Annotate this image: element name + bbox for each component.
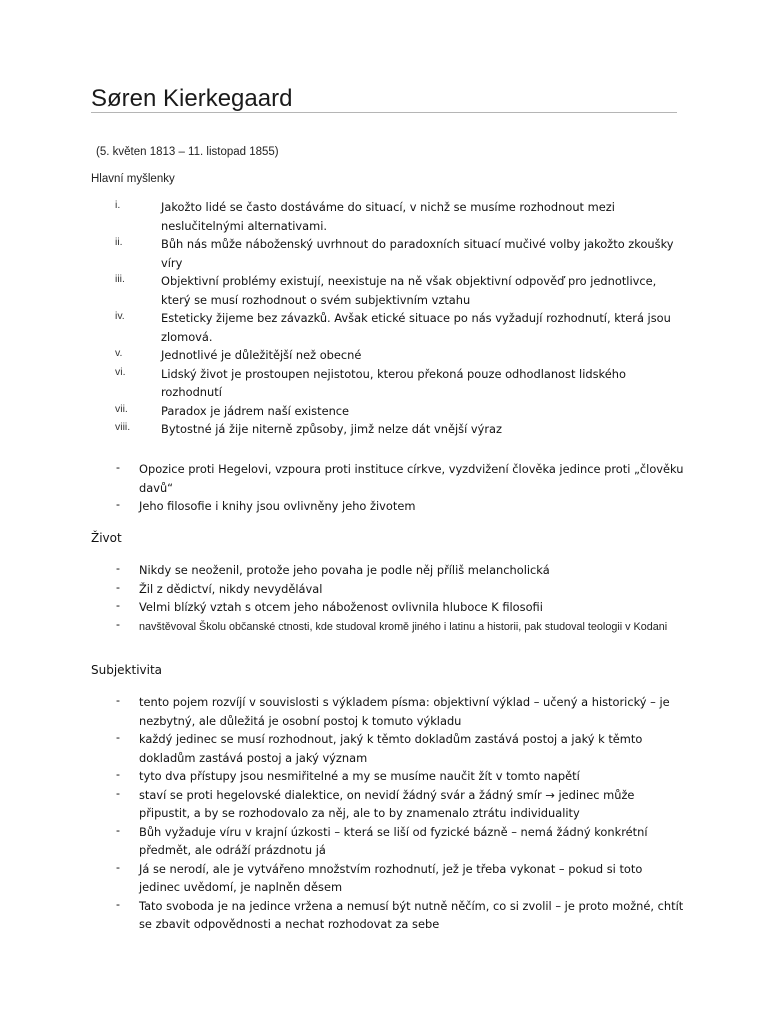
list-item bbox=[0, 598, 768, 617]
list-marker: iii. bbox=[115, 273, 125, 285]
list-marker: viii. bbox=[115, 421, 131, 433]
list-item-text: Paradox je jádrem naší existence bbox=[161, 403, 350, 418]
list-item-text: Lidský život je prostoupen nejistotou, kterou překoná pouze odhodlanost lidského rozhodnutí bbox=[161, 366, 626, 399]
list-item bbox=[0, 860, 768, 897]
list-item-text: Tato svoboda je na jedince vržena a nemusí být nutně něčím, co si zvolil – je proto možné, chtít se zbavit odpovědnosti a nechat rozhodovat za sebe bbox=[139, 898, 684, 931]
list-item-text: Jeho filosofie i knihy jsou ovlivněny jeho životem bbox=[139, 499, 416, 513]
list-item-text: Nikdy se neoženil, protože jeho povaha je podle něj příliš melancholická bbox=[139, 563, 550, 577]
list-marker: iv. bbox=[115, 310, 125, 322]
list-marker: - bbox=[116, 497, 120, 511]
list-item bbox=[0, 786, 768, 823]
list-item-text: Bůh nás může náboženský uvrhnout do paradoxních situací mučivé volby jakožto zkoušky víry bbox=[161, 237, 674, 270]
list-marker: - bbox=[116, 859, 120, 874]
list-marker: - bbox=[116, 767, 120, 781]
list-item-text: tyto dva přístupy jsou nesmiřitelné a my se musíme naučit žít v tomto napětí bbox=[139, 769, 580, 783]
list-item bbox=[0, 365, 768, 402]
main-ideas-numbered-list bbox=[0, 198, 768, 439]
list-item bbox=[0, 730, 768, 767]
list-item bbox=[0, 561, 768, 580]
list-marker: - bbox=[116, 616, 120, 631]
life-bullet-list bbox=[0, 561, 768, 635]
list-item bbox=[0, 402, 768, 421]
list-item bbox=[0, 309, 768, 346]
list-marker: - bbox=[116, 822, 120, 837]
list-marker: - bbox=[116, 896, 120, 911]
list-marker: - bbox=[116, 460, 120, 474]
section-heading-main-ideas: Hlavní myšlenky bbox=[91, 173, 175, 185]
list-marker: ii. bbox=[115, 236, 123, 248]
list-item-text: Jednotlivé je důležitější než obecné bbox=[161, 348, 362, 362]
subjectivity-bullet-list bbox=[0, 693, 768, 934]
list-marker: - bbox=[116, 730, 120, 744]
list-marker: vi. bbox=[115, 365, 126, 378]
list-marker: - bbox=[116, 561, 120, 575]
list-item bbox=[0, 420, 768, 439]
title-divider bbox=[91, 112, 677, 113]
list-item bbox=[0, 235, 768, 272]
list-item bbox=[0, 823, 768, 860]
list-item-text: Bytostné já žije niterně způsoby, jimž nelze dát vnější výraz bbox=[161, 422, 502, 436]
list-item bbox=[0, 497, 768, 516]
list-marker: - bbox=[116, 785, 120, 800]
list-item bbox=[0, 272, 768, 309]
list-item-text: Já se nerodí, ale je vytvářeno množstvím rozhodnutí, jež je třeba vykonat – pokud si toto jedinec uvědomí, je naplněn děsem bbox=[139, 861, 643, 894]
list-item-text: Opozice proti Hegelovi, vzpoura proti instituce církve, vyzdvižení člověka jedince proti „člověku davů“ bbox=[139, 462, 684, 495]
list-item-text: Velmi blízký vztah s otcem jeho náboženost ovlivnila hluboce K filosofii bbox=[139, 600, 543, 614]
list-item bbox=[0, 617, 768, 635]
list-marker: vii. bbox=[115, 402, 128, 415]
list-item bbox=[0, 767, 768, 786]
list-item bbox=[0, 346, 768, 365]
list-item bbox=[0, 897, 768, 934]
list-item-text: staví se proti hegelovské dialektice, on nevidí žádný svár a žádný smír → jedinec může připustit, a by se rozhodovalo za něj, ale to by znamenalo ztrátu individuality bbox=[139, 787, 635, 820]
list-item bbox=[0, 580, 768, 599]
list-item-text: Jakožto lidé se často dostáváme do situací, v nichž se musíme rozhodnout mezi neslučitelnými alternativami. bbox=[161, 200, 615, 233]
list-item bbox=[0, 693, 768, 730]
list-item-text: Bůh vyžaduje víru v krajní úzkosti – která se liší od fyzické bázně – nemá žádný konkrétní předmět, ale odráží prázdnotu já bbox=[139, 824, 648, 857]
list-item-text: Esteticky žijeme bez závazků. Avšak etické situace po nás vyžadují rozhodnutí, která jsou zlomová. bbox=[161, 311, 671, 344]
list-marker: v. bbox=[115, 347, 123, 359]
page-title: Søren Kierkegaard bbox=[91, 85, 293, 112]
list-item-text: navštěvoval Školu občanské ctnosti, kde studoval kromě jiného i latinu a historii, pak studoval teologii v Kodani bbox=[139, 620, 668, 633]
list-marker: - bbox=[116, 693, 120, 707]
list-marker: - bbox=[116, 598, 120, 612]
list-marker: i. bbox=[115, 199, 121, 211]
list-item-text: tento pojem rozvíjí v souvislosti s výkladem písma: objektivní výklad – učený a historický – je nezbytný, ale důležitá je osobní postoj k tomuto výkladu bbox=[139, 695, 670, 728]
list-item-text: Žil z dědictví, nikdy nevydělával bbox=[139, 581, 323, 596]
list-marker: - bbox=[116, 579, 120, 594]
section-heading-life: Život bbox=[91, 531, 122, 545]
list-item bbox=[0, 460, 768, 497]
list-item bbox=[0, 198, 768, 235]
main-ideas-bullet-list bbox=[0, 460, 768, 516]
list-item-text: Objektivní problémy existují, neexistuje na ně však objektivní odpověď pro jednotlivce, který se musí rozhodnout o svém subjektivním vztahu bbox=[161, 274, 657, 307]
section-heading-subjectivity: Subjektivita bbox=[91, 663, 163, 677]
life-dates: (5. květen 1813 – 11. listopad 1855) bbox=[96, 146, 279, 158]
list-item-text: každý jedinec se musí rozhodnout, jaký k těmto dokladům zastává postoj a jaký k těmto dokladům zastává postoj a jaký význam bbox=[139, 732, 643, 765]
